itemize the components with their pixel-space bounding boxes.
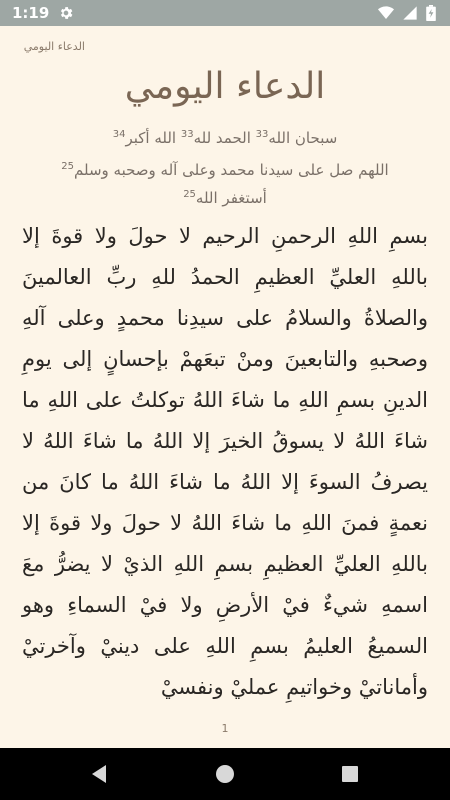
status-time: 1:19 xyxy=(12,4,50,22)
dhikr-subhanallah: سبحان الله xyxy=(268,129,338,147)
back-icon[interactable] xyxy=(88,762,112,786)
home-icon[interactable] xyxy=(213,762,237,786)
recents-icon[interactable] xyxy=(338,762,362,786)
salawat-line xyxy=(30,156,420,184)
istighfar-line xyxy=(30,184,420,212)
dhikr-allahuakbar: الله أكبر xyxy=(125,129,177,147)
navigation-bar xyxy=(0,748,450,800)
istighfar-text: أستغفر الله xyxy=(195,189,267,207)
dhikr-alhamdulillah: الحمد لله xyxy=(193,129,251,147)
dhikr-count: 34 xyxy=(112,129,126,140)
wifi-icon xyxy=(378,5,394,21)
dhikr-line xyxy=(30,124,420,152)
dhikr-count: 33 xyxy=(255,129,269,140)
salawat-text: اللهم صل على سيدنا محمد وعلى آله وصحبه وسلم xyxy=(74,161,389,179)
salawat-count: 25 xyxy=(61,161,75,172)
dhikr-count: 33 xyxy=(180,129,194,140)
status-icons xyxy=(378,5,436,21)
battery-charging-icon xyxy=(426,5,436,21)
header-label: الدعاء اليومي xyxy=(23,40,85,53)
status-bar xyxy=(0,0,450,26)
prayer-page[interactable] xyxy=(0,26,450,748)
prayer-text: بسمِ اللهِ الرحمنِ الرحيم لا حولَ ولا قوةَ إلا باللهِ العليِّ العظيمِ الحمدُ للهِ ربِّ العالمينَ والصلاةُ والسلامُ على سيدِنا محمدٍ وعلى آلهِ وصحبهِ والتابعينَ ومنْ تبعَهمْ بإحسانٍ إلى يومِ الدينِ بسمِ اللهِ ما شاءَ اللهُ توكلتُ على اللهِ ما شاءَ اللهُ لا يسوقُ الخيرَ إلا اللهُ ما شاءَ اللهُ لا يصرفُ السوءَ إلا اللهُ ما شاءَ اللهُ ما كانَ من نعمةٍ فمنَ اللهِ ما شاءَ اللهُ لا حولَ ولا قوةَ إلا باللهِ العليِّ العظيمِ بسمِ اللهِ الذيْ لا يضرُّ معَ اسمهِ شيءٌ فيْ الأرضِ ولا فيْ السماءِ وهو السميعُ العليمُ بسمِ اللهِ على دينيْ وآخرتيْ وأماناتيْ وخواتيمِ عمليْ ونفسيْ xyxy=(22,224,428,699)
signal-icon xyxy=(402,5,418,21)
page-number: 1 xyxy=(221,722,229,735)
istighfar-count: 25 xyxy=(183,189,196,200)
page-title: الدعاء اليومي xyxy=(124,66,326,107)
settings-gear-icon xyxy=(58,5,74,21)
